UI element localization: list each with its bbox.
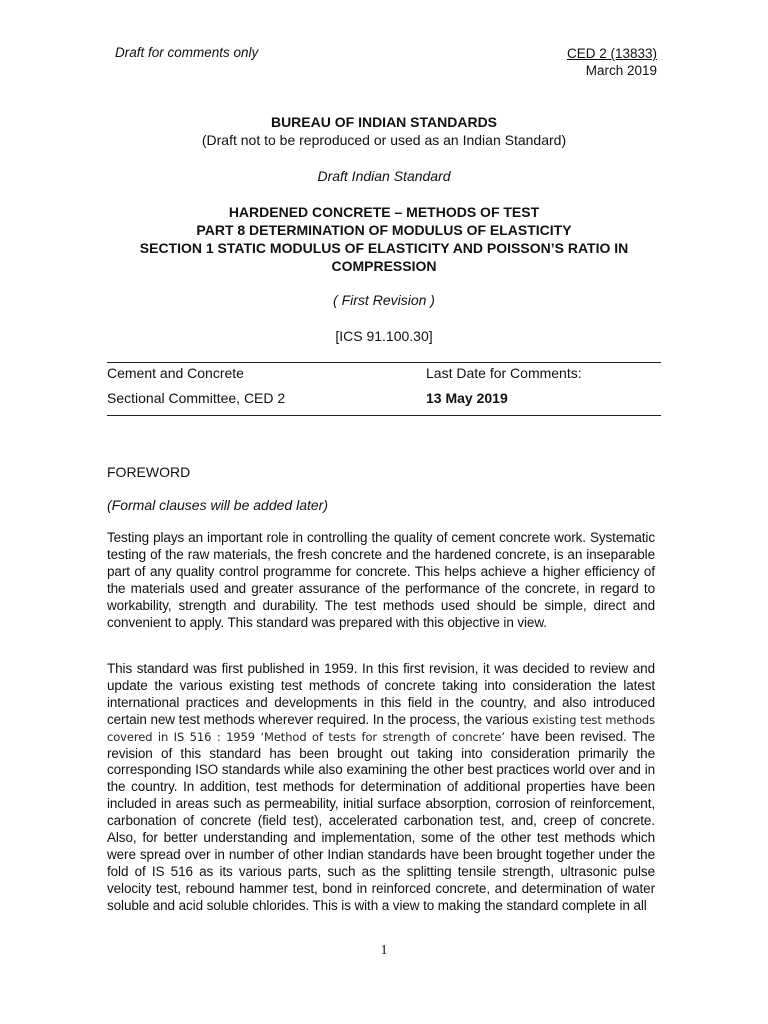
formal-clauses-note: (Formal clauses will be added later) bbox=[107, 497, 328, 513]
sectional-committee: Sectional Committee, CED 2 bbox=[107, 390, 286, 406]
page-number: 1 bbox=[380, 943, 388, 958]
ics-code: [ICS 91.100.30] bbox=[335, 328, 433, 344]
foreword-heading: FOREWORD bbox=[107, 464, 191, 480]
foreword-paragraph-2 bbox=[107, 661, 655, 915]
document-reference bbox=[562, 45, 657, 79]
committee-name: Cement and Concrete bbox=[107, 365, 244, 381]
paragraph-2-inline-reference: existing test methods covered in IS 516 : 1959 ‘Method of tests for strength of concrete’ bbox=[107, 712, 655, 744]
revision-label: ( First Revision ) bbox=[333, 292, 435, 308]
title-line-4: COMPRESSION bbox=[331, 258, 437, 274]
standard-title bbox=[0, 203, 768, 275]
paragraph-2-part-a: This standard was first published in 1959. In this first revision, it was decided to review and update the various existing test methods of concrete taking into consideration the latest international practices and developments in this field in the country, and also introduced certain new test methods wherever required. In the process, the various bbox=[107, 661, 655, 727]
reproduction-note: (Draft not to be reproduced or used as an Indian Standard) bbox=[201, 132, 567, 148]
organization-title: BUREAU OF INDIAN STANDARDS bbox=[270, 114, 498, 130]
draft-note: Draft for comments only bbox=[115, 45, 259, 60]
doc-ref-number: CED 2 (13833) bbox=[566, 46, 657, 61]
foreword-paragraph-1: Testing plays an important role in controlling the quality of cement concrete work. Systematic testing of the raw materials, the fresh concrete and the hardened concrete, is an inseparable part of any quality control programme for concrete. This helps achieve a higher efficiency of the materials used and greater assurance of the performance of the concrete, in regard to workability, strength and durability. The test methods used should be simple, direct and convenient to apply. This standard was prepared with this objective in view. bbox=[107, 530, 655, 630]
doc-date: March 2019 bbox=[585, 63, 657, 78]
last-date-label: Last Date for Comments: bbox=[426, 365, 582, 381]
title-line-2: PART 8 DETERMINATION OF MODULUS OF ELASTICITY bbox=[196, 222, 572, 238]
paragraph-2-part-b: have been revised. The revision of this standard has been brought out taking into consideration primarily the corresponding ISO standards while also examining the other best practices world over and in the country. In addition, test methods for determination of additional properties have been included in areas such as permeability, initial surface absorption, corrosion of reinforcement, carbonation of concrete (field test), accelerated carbonation test, and, creep of concrete. Also, for better understanding and implementation, some of the other test methods which were spread over in number of other Indian standards have been brought together under the fold of IS 516 as its various parts, such as the splitting tensile strength, ultrasonic pulse velocity test, rebound hammer test, bond in reinforced concrete, and determination of water soluble and acid soluble chlorides. This is with a view to making the standard complete in all bbox=[107, 728, 655, 913]
draft-label: Draft Indian Standard bbox=[317, 168, 451, 184]
divider-top bbox=[107, 362, 661, 363]
divider-bottom bbox=[107, 415, 661, 416]
title-line-3: SECTION 1 STATIC MODULUS OF ELASTICITY AND POISSON’S RATIO IN bbox=[139, 240, 629, 256]
title-line-1: HARDENED CONCRETE – METHODS OF TEST bbox=[228, 204, 540, 220]
last-date-value: 13 May 2019 bbox=[426, 390, 508, 406]
